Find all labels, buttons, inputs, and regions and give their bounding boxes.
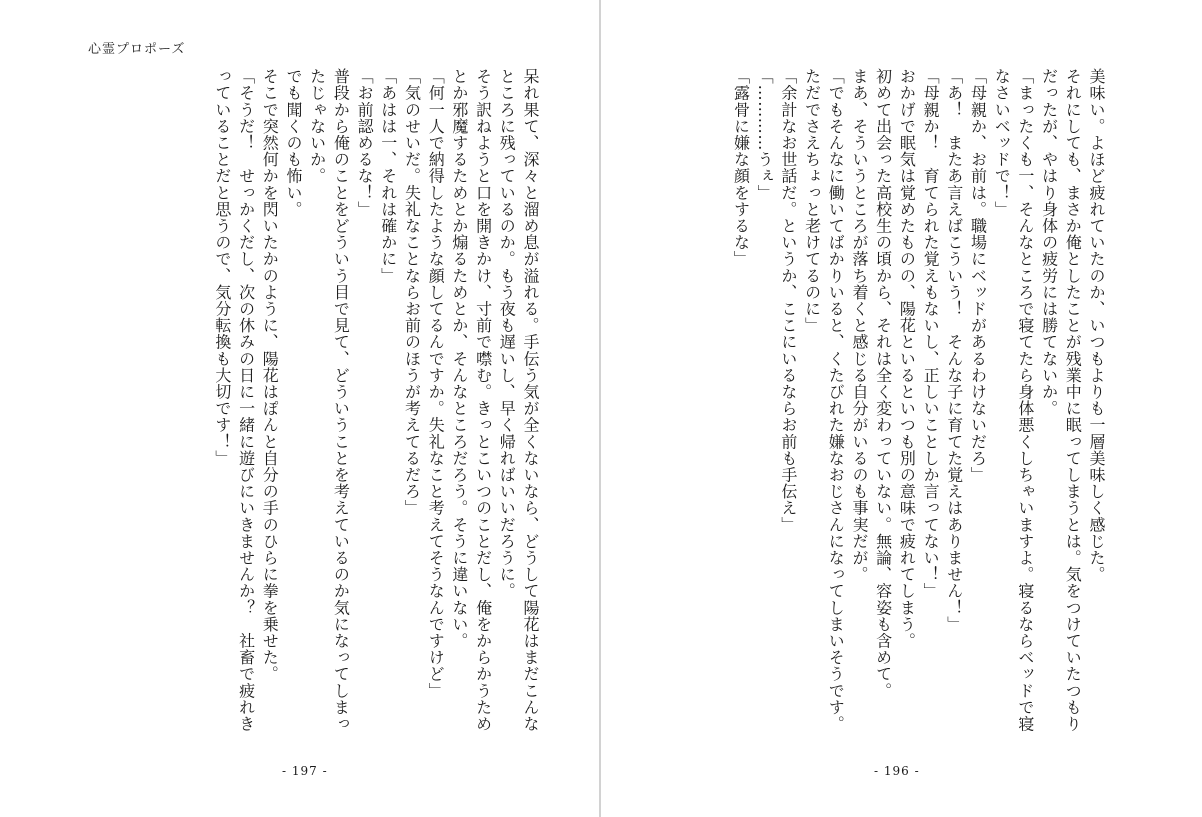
text-line: 普段から俺のことをどういう目で見て、どういうことを考えているのか気になってしまったじゃないか。 [307,68,351,732]
text-line: 「何一人で納得したような顔してるんですか。失礼なこと考えてそうなんですけど」 [426,68,446,699]
text-line: それにしても、まさか俺としたことが残業中に眠ってしまうとは。気をつけていたつもりだったが、やはり身体の疲労には勝てないか。 [1039,68,1083,732]
text-line: 「…………うぇ」 [755,68,775,201]
running-header: 心霊プロポーズ [88,42,186,57]
text-line: 「お前認めるな！」 [355,68,375,218]
text-line: 「母親か、お前は。職場にベッドがあるわけないだろ」 [968,68,988,483]
text-line: 「露骨に嫌な顔をするな」 [731,68,751,268]
left-page-text [92,68,542,748]
text-line: 美味い。よほど疲れていたのか、いつもよりも一層美味しく感じた。 [1087,68,1106,583]
text-line: 初めて出会った高校生の頃から、それは全く変わっていない。無論、容姿も含めて。 [873,68,893,699]
text-line: 「そうだ！ せっかくだし、次の休みの日に一緒に遊びにいきませんか？ 社畜で疲れきっていることだと思うので、気分転換も大切です！」 [212,68,256,732]
text-line: 「余計なお世話だ。というか、ここにいるならお前も手伝え」 [778,68,798,533]
page-number-left: - 197 - [282,764,328,778]
text-line: 「でもそんなに働いてばかりいると、くたびれた嫌なおじさんになってしまいそうです。ただでさえちょっと老けてるのに」 [802,68,846,732]
right-page-text [684,68,1108,748]
text-line: まあ、そういうところが落ち着くと感じる自分がいるのも事実だが。 [849,68,869,583]
page-number-right: - 196 - [874,764,920,778]
text-line: 「あはは一、それは確かに」 [378,68,398,284]
page-gutter [599,0,601,817]
text-line: 呆れ果て、深々と溜め息が溢れる。手伝う気が全くないなら、どうして陽花はまだこんなところに残っているのか。もう夜も遅いし、早く帰ればいいだろうに。 [497,68,540,732]
text-line: そこで突然何かを閃いたかのように、陽花はぽんと自分の手のひらに拳を乗せた。 [260,68,280,683]
text-line: 「あ！ またあ言えばこういう！ そんな子に育てた覚えはありません！」 [944,68,964,633]
text-line: おかげで眠気は覚めたものの、陽花といるといつも別の意味で疲れてしまう。 [897,68,917,649]
text-line: 「まったくも一、そんなところで寝てたら身体悪くしちゃいますよ。寝るならベッドで寝なさいベッドで！」 [992,68,1035,732]
text-line: 「母親か！ 育てられた覚えもないし、正しいことしか言ってない！」 [921,68,941,600]
text-line: そう訳ねようと口を開きかけ、寸前で噤む。きっとこいつのことだし、俺をからかうためとか邪魔するためとか煽るためとか、そんなところだろう。そうに違いない。 [449,68,493,732]
text-line: 「気のせいだ。失礼なことならお前のほうが考えてるだろ」 [402,68,422,517]
text-line: でも聞くのも怖い。 [283,68,303,218]
